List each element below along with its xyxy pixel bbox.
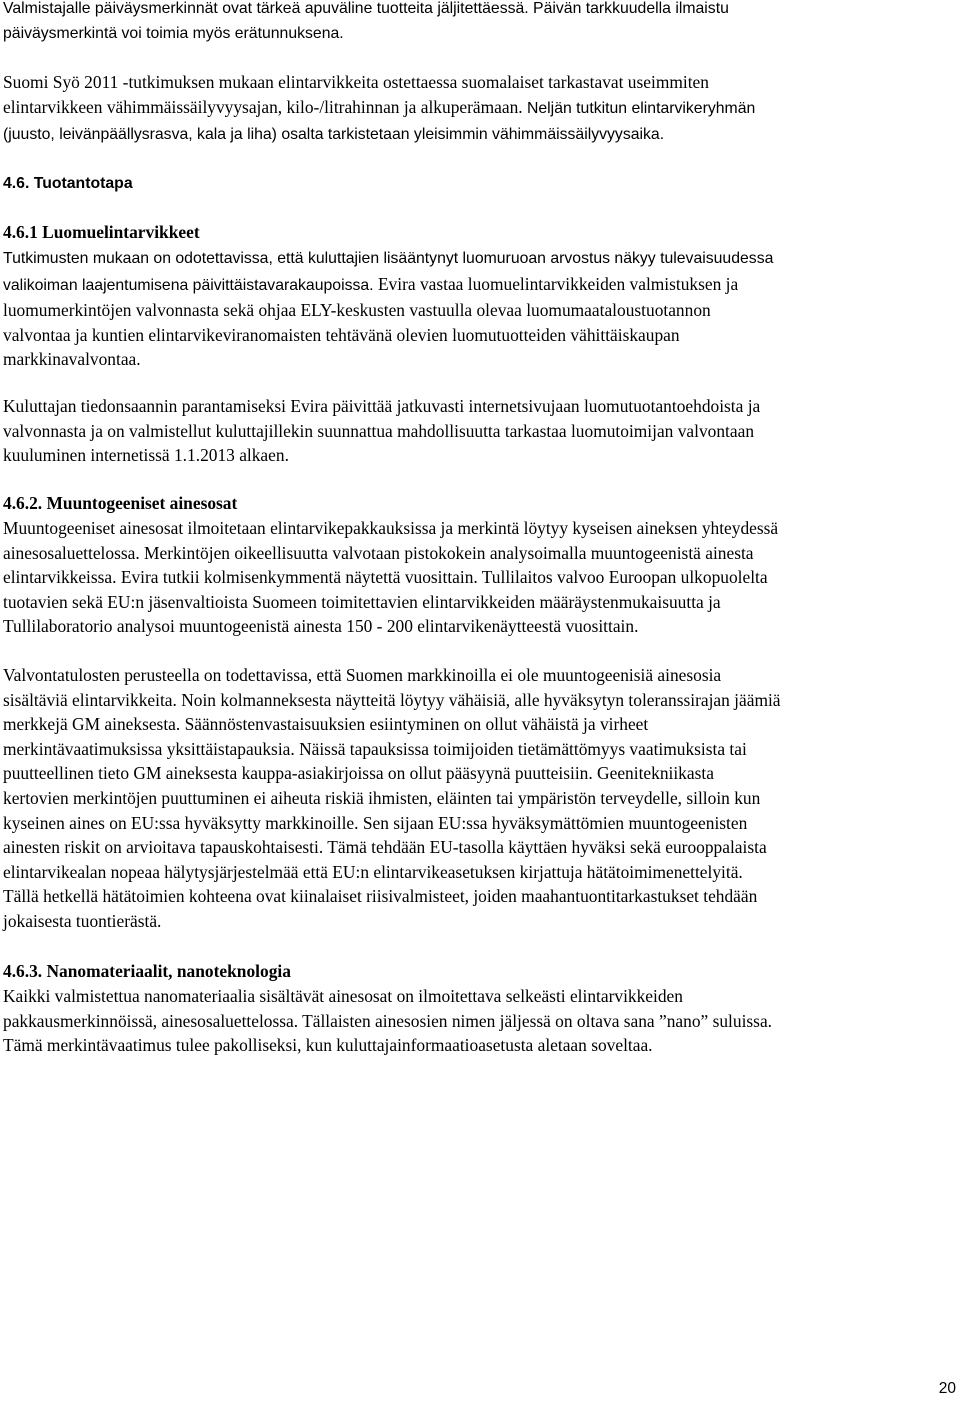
section-4-6-1-paragraph-1-serif: Evira vastaa luomuelintarvikkeiden valmistuksen ja luomumerkintöjen valvonnasta sekä ohjaa ELY-keskusten vastuulla olevaa luomumaataloustuotannon valvontaa ja kuntien elintarvikeviranomaisten tehtävänä olevien luomutuotteiden vähittäiskaupan markkinavalvontaa. bbox=[3, 273, 739, 370]
page-number: 20 bbox=[938, 1380, 956, 1397]
section-4-6-2-paragraph-2: Valvontatulosten perusteella on todettavissa, että Suomen markkinoilla ei ole muuntogeenisiä ainesosia sisältäviä elintarvikkeita. Noin kolmanneksesta näytteitä löytyy vähäisiä, alle hyväksytyn toleranssirajan jäämiä merkkejä GM aineksesta. Säännöstenvastaisuuksien esiintyminen on ollut vähäistä ja virheet merkintävaatimuksissa yksittäistapauksia. Näissä tapauksissa toimijoiden tietämättömyys vaatimuksista tai puutteellinen tieto GM aineksesta kauppa-asiakirjoissa on ollut pääsyynä puutteisiin. Geenitekniikasta kertovien merkintöjen puuttuminen ei aiheuta riskiä ihmisten, eläinten tai ympäristön terveydelle, silloin kun kyseinen aines on EU:ssa hyväksytty markkinoille. Sen sijaan EU:ssa hyväksymättömien muuntogeenisten ainesten riskit on arvioitava tapauskohtaisesti. Tämä tehdään EU-tasolla käyttäen hyväksi sekä eurooppalaista elintarvikealan nopeaa hälytysjärjestelmää että EU:n elintarvikeasetuksen kirjattuja hätätoimimenettelyitä. Tällä hetkellä hätätoimien kohteena ovat kiinalaiset riisivalmisteet, joiden maahantuontitarkastukset tehdään jokaisesta tuontierästä. bbox=[3, 665, 781, 931]
section-4-6-1-heading: 4.6.1 Luomuelintarvikkeet bbox=[3, 222, 200, 242]
intro-paragraph-1: Valmistajalle päiväysmerkinnät ovat tärkeä apuväline tuotteita jäljitettäessä. Päivän tarkkuudella ilmaistu päiväysmerkintä voi toimia myös erätunnuksena. bbox=[3, 0, 729, 42]
section-4-6-3-paragraph-1: Kaikki valmistettua nanomateriaalia sisältävät ainesosat on ilmoitettava selkeästi elintarvikkeiden pakkausmerkinnöissä, ainesosaluettelossa. Tällaisten ainesosien nimen jäljessä on oltava sana ”nano” suluissa. Tämä merkintävaatimus tulee pakolliseksi, kun kuluttajainformaatioasetusta aletaan soveltaa. bbox=[3, 986, 773, 1056]
section-4-6-1-paragraph-1 bbox=[3, 245, 955, 372]
section-4-6-2-paragraph-1: Muuntogeeniset ainesosat ilmoitetaan elintarvikepakkauksissa ja merkintä löytyy kyseisen aineksen yhteydessä ainesosaluettelossa. Merkintöjen oikeellisuutta valvotaan pistokokein analysoimalla muuntogeenistä ainesta elintarvikkeissa. Evira tutkii kolmisenkymmentä näytettä vuosittain. Tullilaitos valvoo Euroopan ulkopuolelta tuotavien sekä EU:n jäsenvaltioista Suomeen toimitettavien elintarvikkeiden määräystenmukaisuutta ja Tullilaboratorio analysoi muuntogeenistä ainesta 150 - 200 elintarvikenäytteestä vuosittain. bbox=[3, 518, 779, 637]
section-4-6-2-heading: 4.6.2. Muuntogeeniset ainesosat bbox=[3, 493, 238, 513]
section-4-6-1-paragraph-2: Kuluttajan tiedonsaannin parantamiseksi Evira päivittää jatkuvasti internetsivujaan luomutuotantoehdoista ja valvonnasta ja on valmistellut kuluttajillekin suunnattua mahdollisuutta tarkastaa luomutoimijan valvontaan kuuluminen internetissä 1.1.2013 alkaen. bbox=[3, 396, 761, 466]
section-4-6-heading: 4.6. Tuotantotapa bbox=[3, 175, 133, 192]
intro-paragraph-2 bbox=[3, 70, 955, 148]
intro-paragraph-2-sans: Neljän tutkitun elintarvikeryhmän (juusto, leivänpäällysrasva, kala ja liha) osalta tarkistetaan yleisimmin vähimmäissäilyvyysaika. bbox=[3, 99, 756, 144]
intro-paragraph-2-serif: Suomi Syö 2011 -tutkimuksen mukaan elintarvikkeita ostettaessa suomalaiset tarkastavat useimmiten elintarvikkeen vähimmäissäilyvyysajan, kilo-/litrahinnan ja alkuperämaan. bbox=[3, 72, 709, 117]
section-4-6-1-paragraph-1-sans: Tutkimusten mukaan on odotettavissa, että kuluttajien lisääntynyt luomuruoan arvostus näkyy tulevaisuudessa valikoiman laajentumisena päivittäistavarakaupoissa. bbox=[3, 250, 774, 294]
section-4-6-3-heading: 4.6.3. Nanomateriaalit, nanoteknologia bbox=[3, 961, 291, 981]
